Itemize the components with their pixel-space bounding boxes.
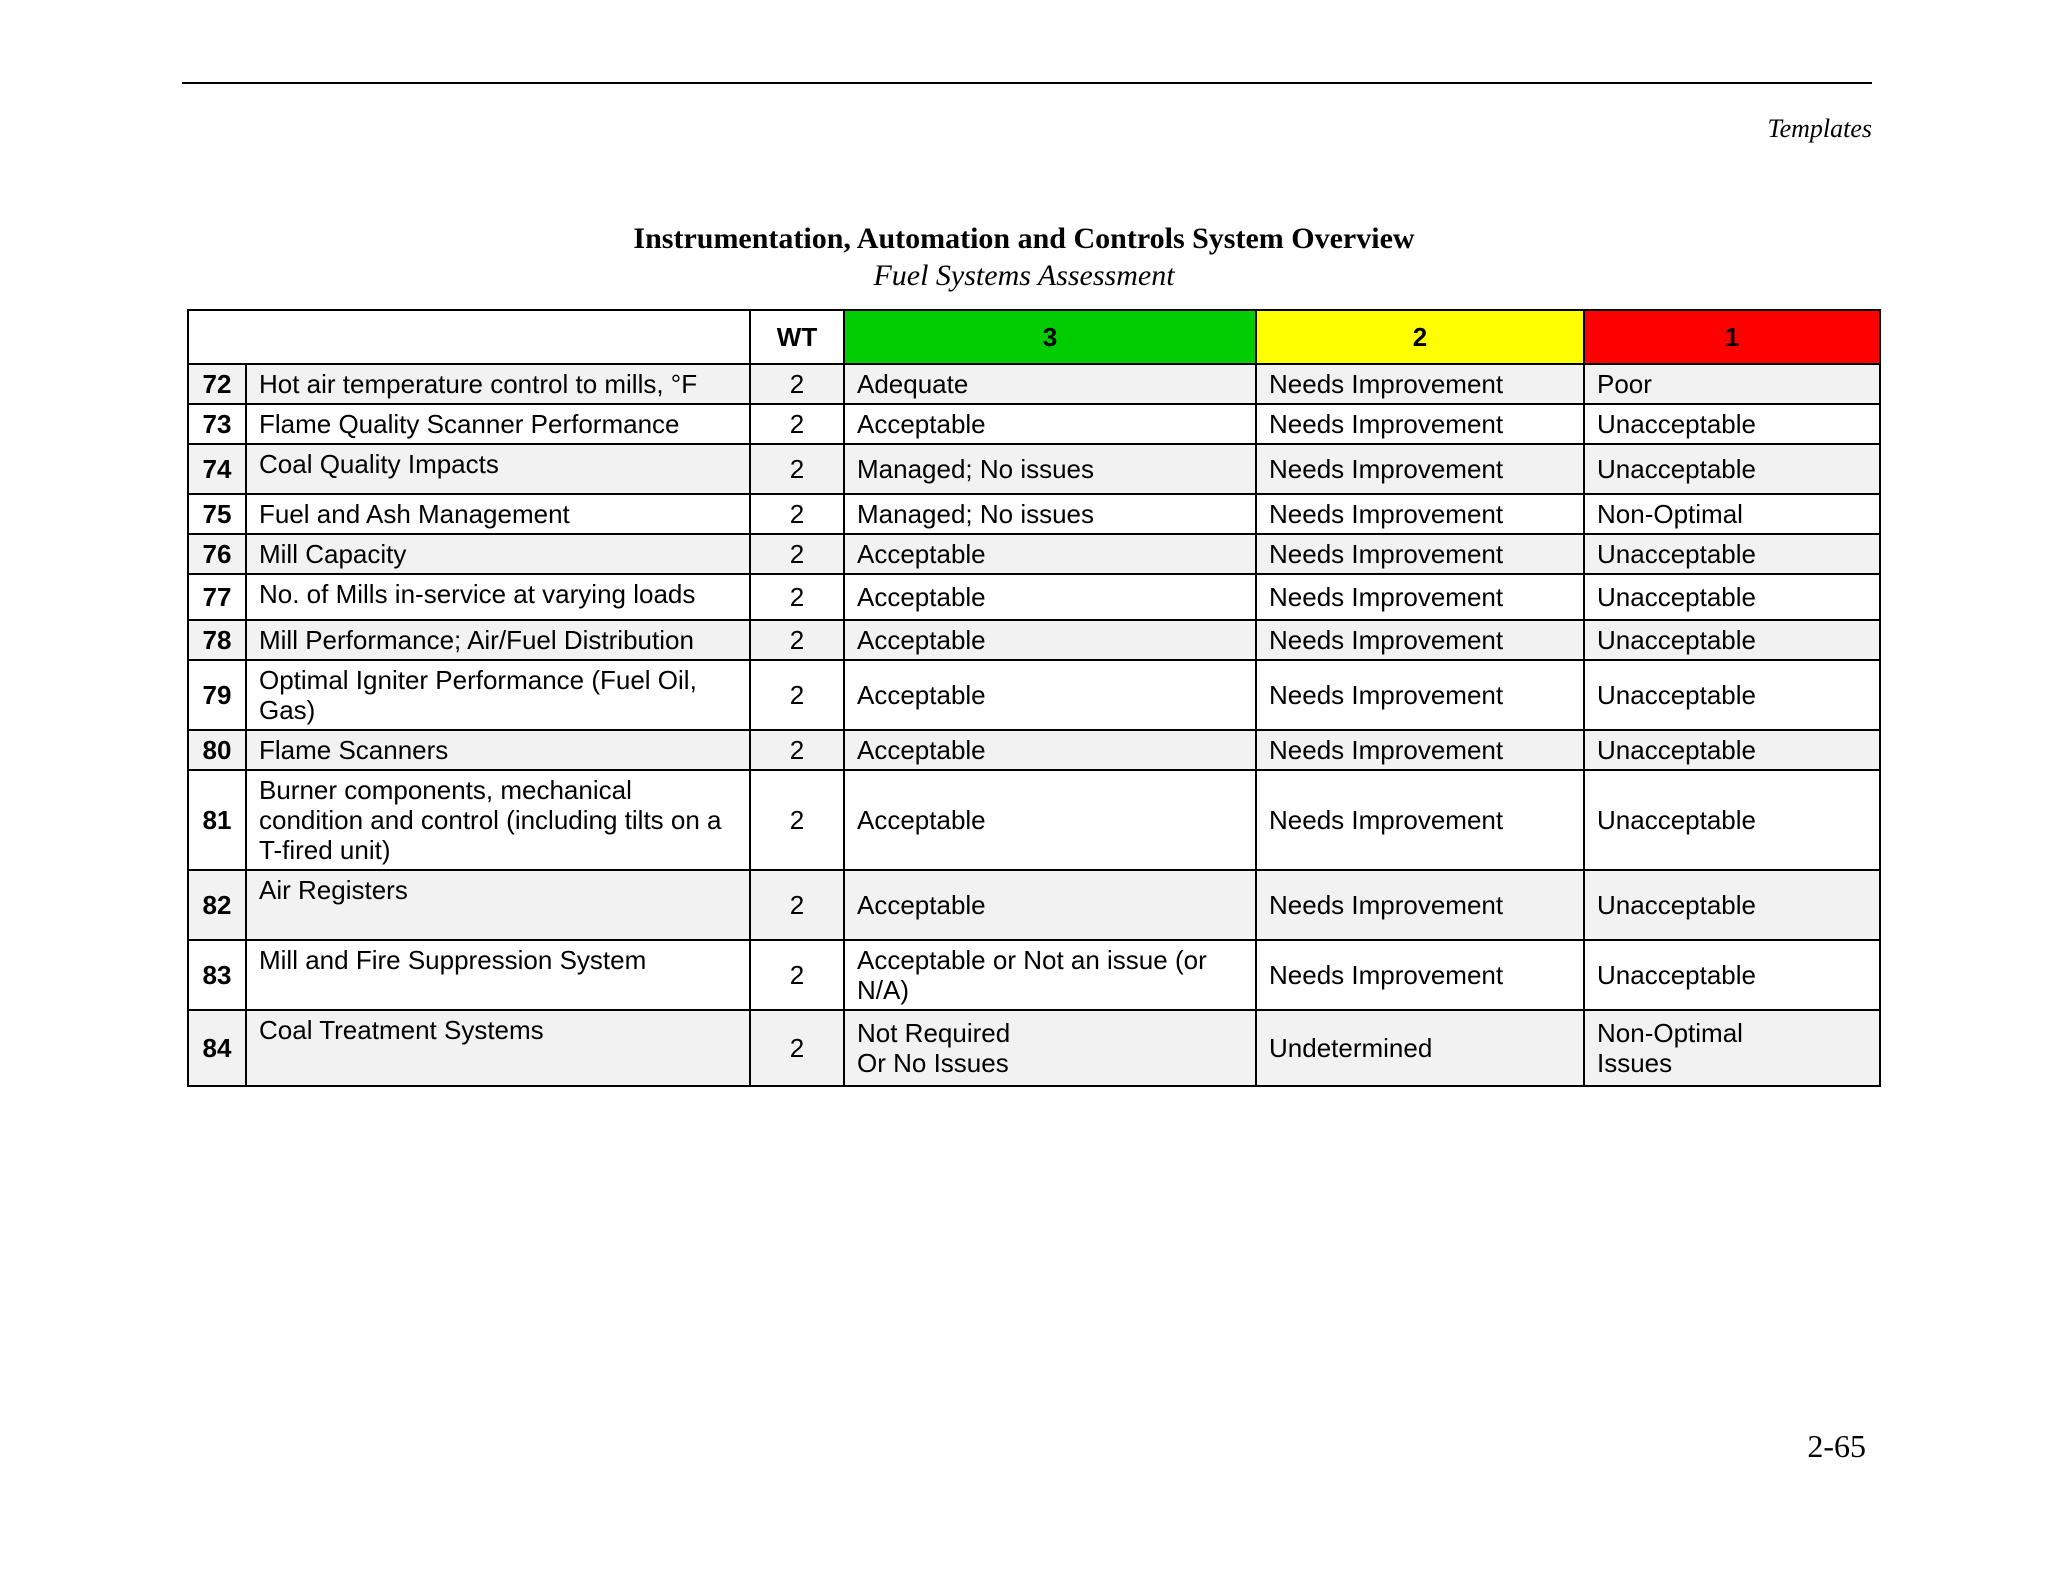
row-weight bbox=[750, 364, 844, 404]
table-row bbox=[188, 494, 1880, 534]
row-item-text: Hot air temperature control to mills, °F bbox=[259, 369, 698, 399]
row-item bbox=[246, 404, 750, 444]
row-score-2 bbox=[1256, 620, 1584, 660]
row-number-text: 78 bbox=[202, 625, 232, 655]
row-score-3-text: Managed; No issues bbox=[857, 499, 1095, 529]
row-weight-text: 2 bbox=[789, 1033, 805, 1063]
row-weight bbox=[750, 770, 844, 870]
row-weight bbox=[750, 730, 844, 770]
row-weight-text: 2 bbox=[789, 680, 805, 710]
row-score-1 bbox=[1584, 534, 1880, 574]
row-score-2 bbox=[1256, 494, 1584, 534]
row-item bbox=[246, 574, 750, 620]
row-weight-text: 2 bbox=[789, 499, 805, 529]
row-score-1 bbox=[1584, 574, 1880, 620]
row-score-2-text: Needs Improvement bbox=[1269, 582, 1504, 612]
header-score-1: 1 bbox=[1584, 310, 1880, 364]
row-item-text: Mill and Fire Suppression System bbox=[259, 945, 647, 975]
row-score-3 bbox=[844, 574, 1256, 620]
row-score-1 bbox=[1584, 940, 1880, 1010]
row-score-3 bbox=[844, 730, 1256, 770]
row-item-text: Air Registers bbox=[259, 875, 408, 905]
row-item bbox=[246, 940, 750, 1010]
row-score-3 bbox=[844, 770, 1256, 870]
row-number-text: 79 bbox=[202, 680, 232, 710]
row-number bbox=[188, 730, 246, 770]
document-subtitle: Fuel Systems Assessment bbox=[873, 259, 1175, 292]
row-score-1-text: Unacceptable bbox=[1597, 582, 1756, 612]
row-weight-text: 2 bbox=[789, 454, 805, 484]
row-score-2 bbox=[1256, 940, 1584, 1010]
header-wt: WT bbox=[750, 310, 844, 364]
row-item-text: Coal Treatment Systems bbox=[259, 1015, 544, 1045]
table-row bbox=[188, 364, 1880, 404]
row-score-2-text: Needs Improvement bbox=[1269, 369, 1504, 399]
row-score-1-text: Unacceptable bbox=[1597, 805, 1756, 835]
row-weight bbox=[750, 1010, 844, 1086]
row-number-text: 72 bbox=[202, 369, 232, 399]
row-score-2-text: Needs Improvement bbox=[1269, 890, 1504, 920]
row-score-1-text: Unacceptable bbox=[1597, 890, 1756, 920]
row-weight-text: 2 bbox=[789, 369, 805, 399]
row-score-2 bbox=[1256, 660, 1584, 730]
row-score-3-text: Not Required Or No Issues bbox=[857, 1018, 1011, 1078]
row-score-1 bbox=[1584, 494, 1880, 534]
row-score-3 bbox=[844, 660, 1256, 730]
row-number bbox=[188, 870, 246, 940]
row-score-3 bbox=[844, 940, 1256, 1010]
table-row bbox=[188, 730, 1880, 770]
row-score-3 bbox=[844, 620, 1256, 660]
row-number-text: 74 bbox=[202, 454, 232, 484]
row-score-1 bbox=[1584, 660, 1880, 730]
row-number-text: 83 bbox=[202, 960, 232, 990]
row-item bbox=[246, 494, 750, 534]
row-score-3-text: Acceptable bbox=[857, 735, 986, 765]
row-item bbox=[246, 534, 750, 574]
row-number-text: 81 bbox=[202, 805, 232, 835]
row-item-text: Mill Performance; Air/Fuel Distribution bbox=[259, 625, 694, 655]
row-number-text: 77 bbox=[202, 582, 232, 612]
row-score-3 bbox=[844, 1010, 1256, 1086]
row-number bbox=[188, 660, 246, 730]
table-row bbox=[188, 1010, 1880, 1086]
row-score-2-text: Needs Improvement bbox=[1269, 735, 1504, 765]
table-row bbox=[188, 770, 1880, 870]
row-score-3-text: Acceptable bbox=[857, 805, 986, 835]
row-score-3 bbox=[844, 870, 1256, 940]
row-item-text: No. of Mills in-service at varying loads bbox=[259, 579, 696, 609]
row-score-1-text: Unacceptable bbox=[1597, 625, 1756, 655]
row-item bbox=[246, 364, 750, 404]
row-score-3-text: Adequate bbox=[857, 369, 969, 399]
row-score-2-text: Needs Improvement bbox=[1269, 680, 1504, 710]
row-score-2 bbox=[1256, 364, 1584, 404]
row-item-text: Fuel and Ash Management bbox=[259, 499, 570, 529]
table-row bbox=[188, 404, 1880, 444]
row-item bbox=[246, 660, 750, 730]
row-score-1 bbox=[1584, 364, 1880, 404]
header-score-3: 3 bbox=[844, 310, 1256, 364]
row-number-text: 82 bbox=[202, 890, 232, 920]
row-number bbox=[188, 574, 246, 620]
row-score-2-text: Needs Improvement bbox=[1269, 409, 1504, 439]
row-weight bbox=[750, 494, 844, 534]
row-score-1-text: Unacceptable bbox=[1597, 539, 1756, 569]
row-item-text: Optimal Igniter Performance (Fuel Oil, Gas) bbox=[259, 665, 697, 725]
row-score-1 bbox=[1584, 870, 1880, 940]
row-score-2 bbox=[1256, 404, 1584, 444]
row-weight-text: 2 bbox=[789, 582, 805, 612]
row-score-3 bbox=[844, 534, 1256, 574]
row-score-1 bbox=[1584, 1010, 1880, 1086]
row-score-2 bbox=[1256, 770, 1584, 870]
row-item bbox=[246, 730, 750, 770]
row-weight bbox=[750, 444, 844, 494]
row-score-2 bbox=[1256, 444, 1584, 494]
document-title: Instrumentation, Automation and Controls System Overview bbox=[633, 222, 1415, 255]
row-score-3-text: Acceptable bbox=[857, 625, 986, 655]
row-number bbox=[188, 534, 246, 574]
row-number bbox=[188, 494, 246, 534]
row-item bbox=[246, 770, 750, 870]
row-score-1-text: Poor bbox=[1597, 369, 1652, 399]
header-row bbox=[188, 310, 1880, 364]
row-item-text: Flame Quality Scanner Performance bbox=[259, 409, 680, 439]
row-weight bbox=[750, 870, 844, 940]
row-number-text: 80 bbox=[202, 735, 232, 765]
row-score-2 bbox=[1256, 870, 1584, 940]
row-number bbox=[188, 770, 246, 870]
row-score-2 bbox=[1256, 534, 1584, 574]
header-rule bbox=[182, 82, 1872, 84]
section-label: Templates bbox=[1767, 114, 1872, 143]
row-item bbox=[246, 1010, 750, 1086]
table-body bbox=[188, 364, 1880, 1086]
row-score-1-text: Non-Optimal Issues bbox=[1597, 1018, 1743, 1078]
row-item-text: Coal Quality Impacts bbox=[259, 449, 499, 479]
row-number bbox=[188, 404, 246, 444]
row-score-3-text: Acceptable bbox=[857, 409, 986, 439]
row-number-text: 84 bbox=[202, 1033, 232, 1063]
row-score-2 bbox=[1256, 574, 1584, 620]
row-score-1-text: Unacceptable bbox=[1597, 680, 1756, 710]
row-score-2-text: Undetermined bbox=[1269, 1033, 1433, 1063]
row-weight bbox=[750, 620, 844, 660]
row-item bbox=[246, 870, 750, 940]
row-score-1-text: Unacceptable bbox=[1597, 409, 1756, 439]
row-score-1-text: Unacceptable bbox=[1597, 960, 1756, 990]
row-score-3-text: Acceptable bbox=[857, 582, 986, 612]
row-number bbox=[188, 364, 246, 404]
row-score-2-text: Needs Improvement bbox=[1269, 539, 1504, 569]
table-row bbox=[188, 444, 1880, 494]
row-score-2-text: Needs Improvement bbox=[1269, 499, 1504, 529]
row-score-1-text: Unacceptable bbox=[1597, 735, 1756, 765]
row-score-3-text: Acceptable bbox=[857, 539, 986, 569]
row-score-1 bbox=[1584, 620, 1880, 660]
page-number: 2-65 bbox=[1807, 1428, 1866, 1464]
row-number-text: 73 bbox=[202, 409, 232, 439]
row-weight-text: 2 bbox=[789, 625, 805, 655]
row-weight bbox=[750, 574, 844, 620]
row-score-2 bbox=[1256, 1010, 1584, 1086]
row-score-2-text: Needs Improvement bbox=[1269, 960, 1504, 990]
table-row bbox=[188, 534, 1880, 574]
row-number bbox=[188, 444, 246, 494]
row-weight bbox=[750, 404, 844, 444]
row-score-1 bbox=[1584, 444, 1880, 494]
row-number-text: 75 bbox=[202, 499, 232, 529]
row-score-3-text: Managed; No issues bbox=[857, 454, 1095, 484]
row-weight-text: 2 bbox=[789, 805, 805, 835]
row-score-1-text: Non-Optimal bbox=[1597, 499, 1743, 529]
row-weight-text: 2 bbox=[789, 539, 805, 569]
row-weight bbox=[750, 534, 844, 574]
row-weight-text: 2 bbox=[789, 960, 805, 990]
row-number-text: 76 bbox=[202, 539, 232, 569]
row-score-1 bbox=[1584, 730, 1880, 770]
header-score-2: 2 bbox=[1256, 310, 1584, 364]
row-score-3-text: Acceptable bbox=[857, 890, 986, 920]
row-score-1 bbox=[1584, 770, 1880, 870]
header-blank bbox=[188, 310, 750, 364]
row-number bbox=[188, 940, 246, 1010]
row-score-3 bbox=[844, 494, 1256, 534]
row-item bbox=[246, 444, 750, 494]
row-score-1-text: Unacceptable bbox=[1597, 454, 1756, 484]
assessment-table bbox=[187, 309, 1881, 1087]
row-weight bbox=[750, 660, 844, 730]
row-score-2-text: Needs Improvement bbox=[1269, 454, 1504, 484]
row-score-3-text: Acceptable or Not an issue (or N/A) bbox=[857, 945, 1207, 1005]
row-item-text: Flame Scanners bbox=[259, 735, 449, 765]
row-score-2 bbox=[1256, 730, 1584, 770]
row-weight-text: 2 bbox=[789, 735, 805, 765]
row-score-3-text: Acceptable bbox=[857, 680, 986, 710]
table-row bbox=[188, 660, 1880, 730]
table-row bbox=[188, 620, 1880, 660]
row-item bbox=[246, 620, 750, 660]
row-number bbox=[188, 1010, 246, 1086]
row-score-3 bbox=[844, 444, 1256, 494]
table-row bbox=[188, 574, 1880, 620]
row-score-3 bbox=[844, 364, 1256, 404]
row-score-1 bbox=[1584, 404, 1880, 444]
row-item-text: Mill Capacity bbox=[259, 539, 407, 569]
row-score-2-text: Needs Improvement bbox=[1269, 805, 1504, 835]
row-score-3 bbox=[844, 404, 1256, 444]
table-row bbox=[188, 870, 1880, 940]
table-row bbox=[188, 940, 1880, 1010]
row-weight-text: 2 bbox=[789, 890, 805, 920]
row-weight bbox=[750, 940, 844, 1010]
row-number bbox=[188, 620, 246, 660]
row-weight-text: 2 bbox=[789, 409, 805, 439]
row-score-2-text: Needs Improvement bbox=[1269, 625, 1504, 655]
row-item-text: Burner components, mechanical condition and control (including tilts on a T-fired unit) bbox=[259, 775, 722, 865]
